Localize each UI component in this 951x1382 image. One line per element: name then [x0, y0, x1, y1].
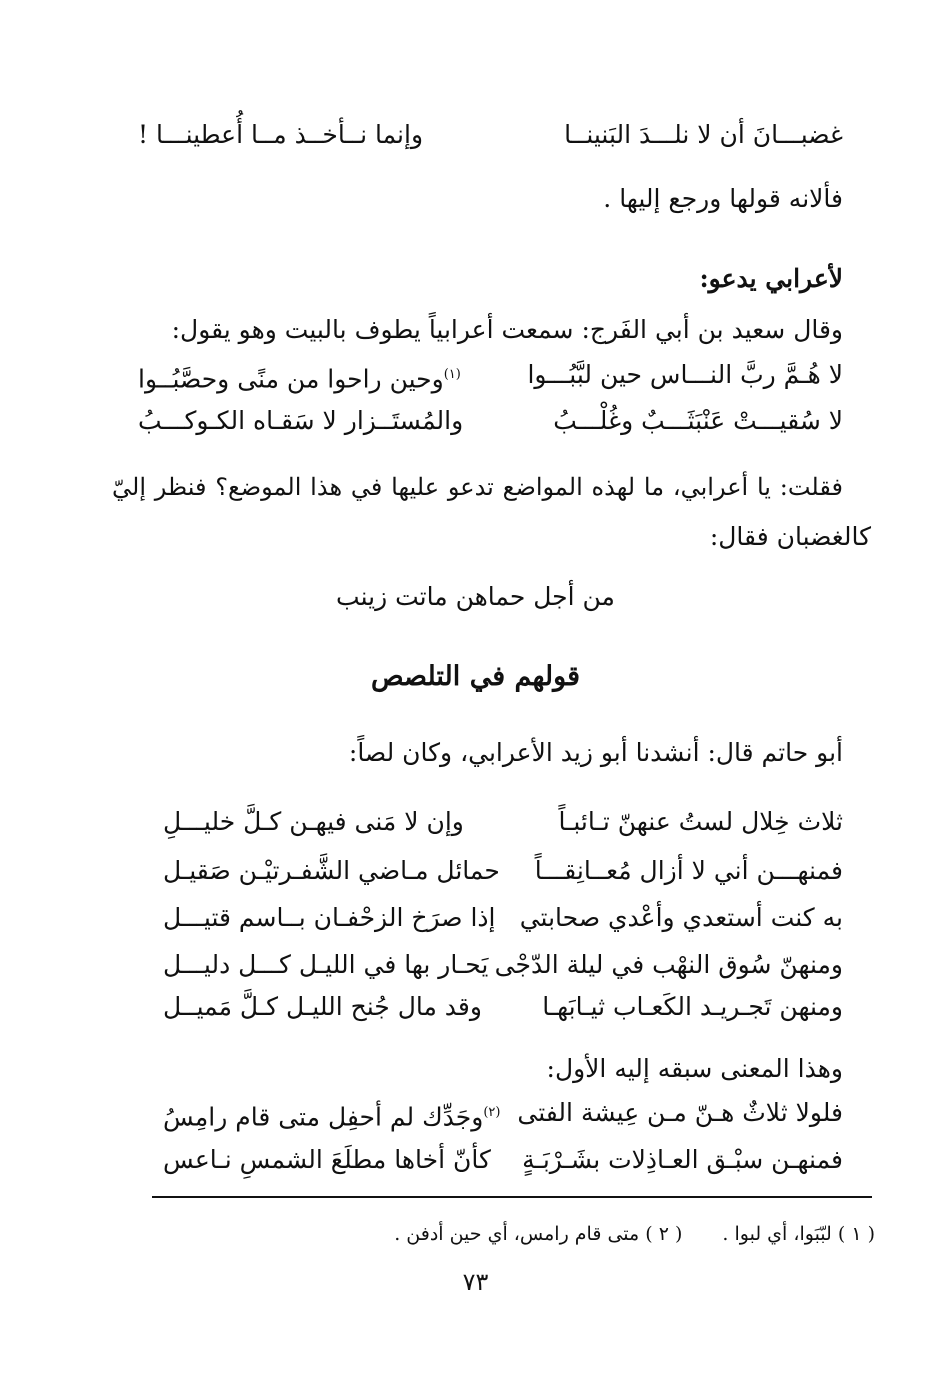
footnotes [394, 1220, 875, 1248]
verse-hemistich-first: فلولا ثلاثٌ هـنّ مـن عِيشة الفتى [517, 1098, 843, 1127]
footnote-1: ( ١ ) لبّبَوا، أي لبوا . [722, 1223, 875, 1245]
top-verse [138, 118, 843, 152]
verse-line [163, 901, 843, 935]
section-subheading: لأعرابي يدعو: [699, 264, 843, 293]
footnote-marker: (٢) [483, 1105, 501, 1120]
page-number: ٧٣ [462, 1268, 489, 1296]
centered-verse: من أجل حماهن ماتت زينب [336, 582, 615, 611]
prose-question-line: فقلت: يا أعرابي، ما لهذه المواضع تدعو عليها في هذا الموضع؟ فنظر إليّ [112, 473, 843, 501]
prose-intro: وهذا المعنى سبقه إليه الأول: [546, 1054, 843, 1083]
verse-hemistich-first: غضبـــانَ أن لا نلـــدَ البَنينــا [564, 120, 843, 149]
verse-hemistich-first: فمنهـن سبْـق العـاذِلات بشَـرْبَـةٍ [522, 1145, 843, 1174]
verse-line [138, 358, 843, 392]
verse-line [163, 990, 843, 1024]
verse-hemistich-first: به كنت أستعدي وأعْدي صحابتي [519, 903, 843, 932]
verse-hemistich-first: ثلاث خِلال لستُ عنهنّ تـائبـاً [558, 807, 843, 836]
footnote-2: ( ٢ ) متى قام رامس، أي حين أدفن . [394, 1223, 683, 1245]
verse-hemistich-second: والمُستَــزار لا سَقـاه الكـوكـــبُ [138, 406, 464, 435]
footnote-marker: (١) [443, 367, 461, 382]
verse-hemistich-first: ومنهنّ سُوق النهْب في ليلة الدّجْى [494, 950, 843, 979]
prose-line: فألانه قولها ورجع إليها . [603, 184, 843, 213]
verse-line [163, 854, 843, 888]
prose-intro: أبو حاتم قال: أنشدنا أبو زيد الأعرابي، وكان لصاً: [348, 738, 843, 767]
verse-hemistich-first: فمنهـــن أني لا أزال مُعــانِقـــاً [534, 856, 843, 885]
prose-question-line: كالغضبان فقال: [709, 522, 871, 551]
verse-hemistich-second: $^{(١)}$وحين راحوا من منًى وحصَّبُــوا [138, 364, 461, 394]
verse-hemistich-second: يَحـار بها في الليـل كـــل دليـــل [163, 950, 489, 979]
verse-hemistich-second: حمائل مـاضي الشَّفـرتيْـن صَقيـل [163, 856, 500, 885]
footnote-divider [152, 1196, 872, 1198]
verse-line [163, 1143, 843, 1177]
section-title: قولهم في التلصص [370, 661, 580, 692]
verse-hemistich-second: وإن لا مَنى فيهـن كـلَّ خليـــلِ [163, 807, 464, 836]
verse-line [163, 1096, 843, 1130]
verse-hemistich-first: لا سُقيـــتْ عَنْبَثَـــبٌ وغُلْـــبُ [553, 406, 843, 435]
verse-hemistich-first: لا هُـمَّ ربَّ النـــاس حين لبَّبُـــوا [527, 360, 843, 389]
verse-hemistich-first: ومنهن تَجـريـد الكَعـاب ثيـابَهـا [542, 992, 843, 1021]
verse-hemistich-second: وإنما نــأخــذ مــا أُعطينـــا ! [138, 120, 424, 149]
prose-intro: وقال سعيد بن أبي الفَرج: سمعت أعرابياً يطوف بالبيت وهو يقول: [171, 315, 843, 344]
verse-hemistich-second: إذا صرَخ الزحْفـان بــاسم قتيـــل [163, 903, 496, 932]
verse-line [138, 404, 843, 438]
verse-hemistich-second: كأنّ أخاها مطلَعَ الشمسِ نـاعس [163, 1145, 491, 1174]
verse-line [163, 948, 843, 982]
verse-hemistich-second: وقد مال جُنح الليـل كـلَّ مَميــل [163, 992, 482, 1021]
verse-line [163, 805, 843, 839]
verse-hemistich-second: $^{(٢)}$وجَدِّك لم أحفِل متى قام رامِسُ [163, 1102, 501, 1132]
